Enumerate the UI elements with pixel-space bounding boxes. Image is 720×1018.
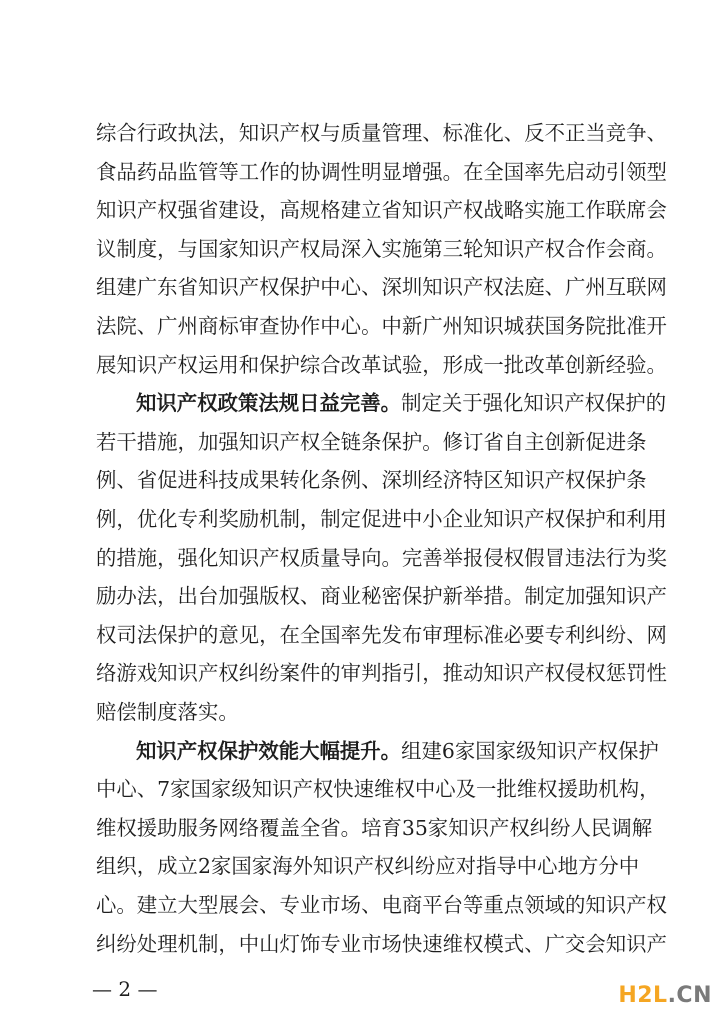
text-line: 法院、广州商标审查协作中心。中新广州知识城获国务院批准开 — [96, 314, 667, 338]
page-number: — 2 — — [92, 977, 158, 1002]
paragraph-first-line — [136, 736, 659, 766]
paragraph-text: 制定关于强化知识产权保护的 — [401, 391, 667, 416]
paragraph-heading: 知识产权保护效能大幅提升。 — [136, 738, 402, 763]
text-line: 励办法，出台加强版权、商业秘密保护新举措。制定加强知识产 — [96, 584, 667, 609]
watermark-cn: .CN — [667, 983, 712, 1008]
text-line: 综合行政执法，知识产权与质量管理、标准化、反不正当竞争、 — [96, 121, 667, 145]
text-line: 权司法保护的意见，在全国率先发布审理标准必要专利纠纷、网 — [96, 622, 667, 647]
text-line: 络游戏知识产权纠纷案件的审判指引，推动知识产权侵权惩罚性 — [96, 661, 667, 686]
text-line: 食品药品监管等工作的协调性明显增强。在全国率先启动引领型 — [96, 159, 667, 184]
text-line: 议制度，与国家知识产权局深入实施第三轮知识产权合作会商。 — [96, 236, 667, 261]
text-line: 组建广东省知识产权保护中心、深圳知识产权法庭、广州互联网 — [96, 275, 667, 300]
text-line: 的措施，强化知识产权质量导向。完善举报侵权假冒违法行为奖 — [96, 545, 667, 570]
watermark-logo — [618, 983, 712, 1008]
text-line: 例、省促进科技成果转化条例、深圳经济特区知识产权保护条 — [96, 468, 647, 493]
paragraph-text: 组建6家国家级知识产权保护 — [401, 738, 659, 763]
text-line: 若干措施，加强知识产权全链条保护。修订省自主创新促进条 — [96, 429, 647, 454]
text-line: 例，优化专利奖励机制，制定促进中小企业知识产权保护和利用 — [96, 507, 667, 531]
text-line: 纠纷处理机制，中山灯饰专业市场快速维权模式、广交会知识产 — [96, 931, 667, 956]
text-line: 组织，成立2家国家海外知识产权纠纷应对指导中心地方分中 — [96, 854, 640, 879]
text-line: 心。建立大型展会、专业市场、电商平台等重点领域的知识产权 — [96, 893, 667, 917]
text-line: 维权援助服务网络覆盖全省。培育35家知识产权纠纷人民调解 — [96, 815, 653, 840]
paragraph-first-line — [136, 388, 667, 418]
text-line: 知识产权强省建设，高规格建立省知识产权战略实施工作联席会 — [96, 198, 667, 223]
text-line: 展知识产权运用和保护综合改革试验，形成一批改革创新经验。 — [96, 352, 667, 377]
watermark-h2l: H2L — [618, 983, 668, 1008]
text-line: 赔偿制度落实。 — [96, 700, 239, 724]
text-line: 中心、7家国家级知识产权快速维权中心及一批维权援助机构， — [96, 777, 660, 802]
paragraph-heading: 知识产权政策法规日益完善。 — [136, 391, 402, 416]
